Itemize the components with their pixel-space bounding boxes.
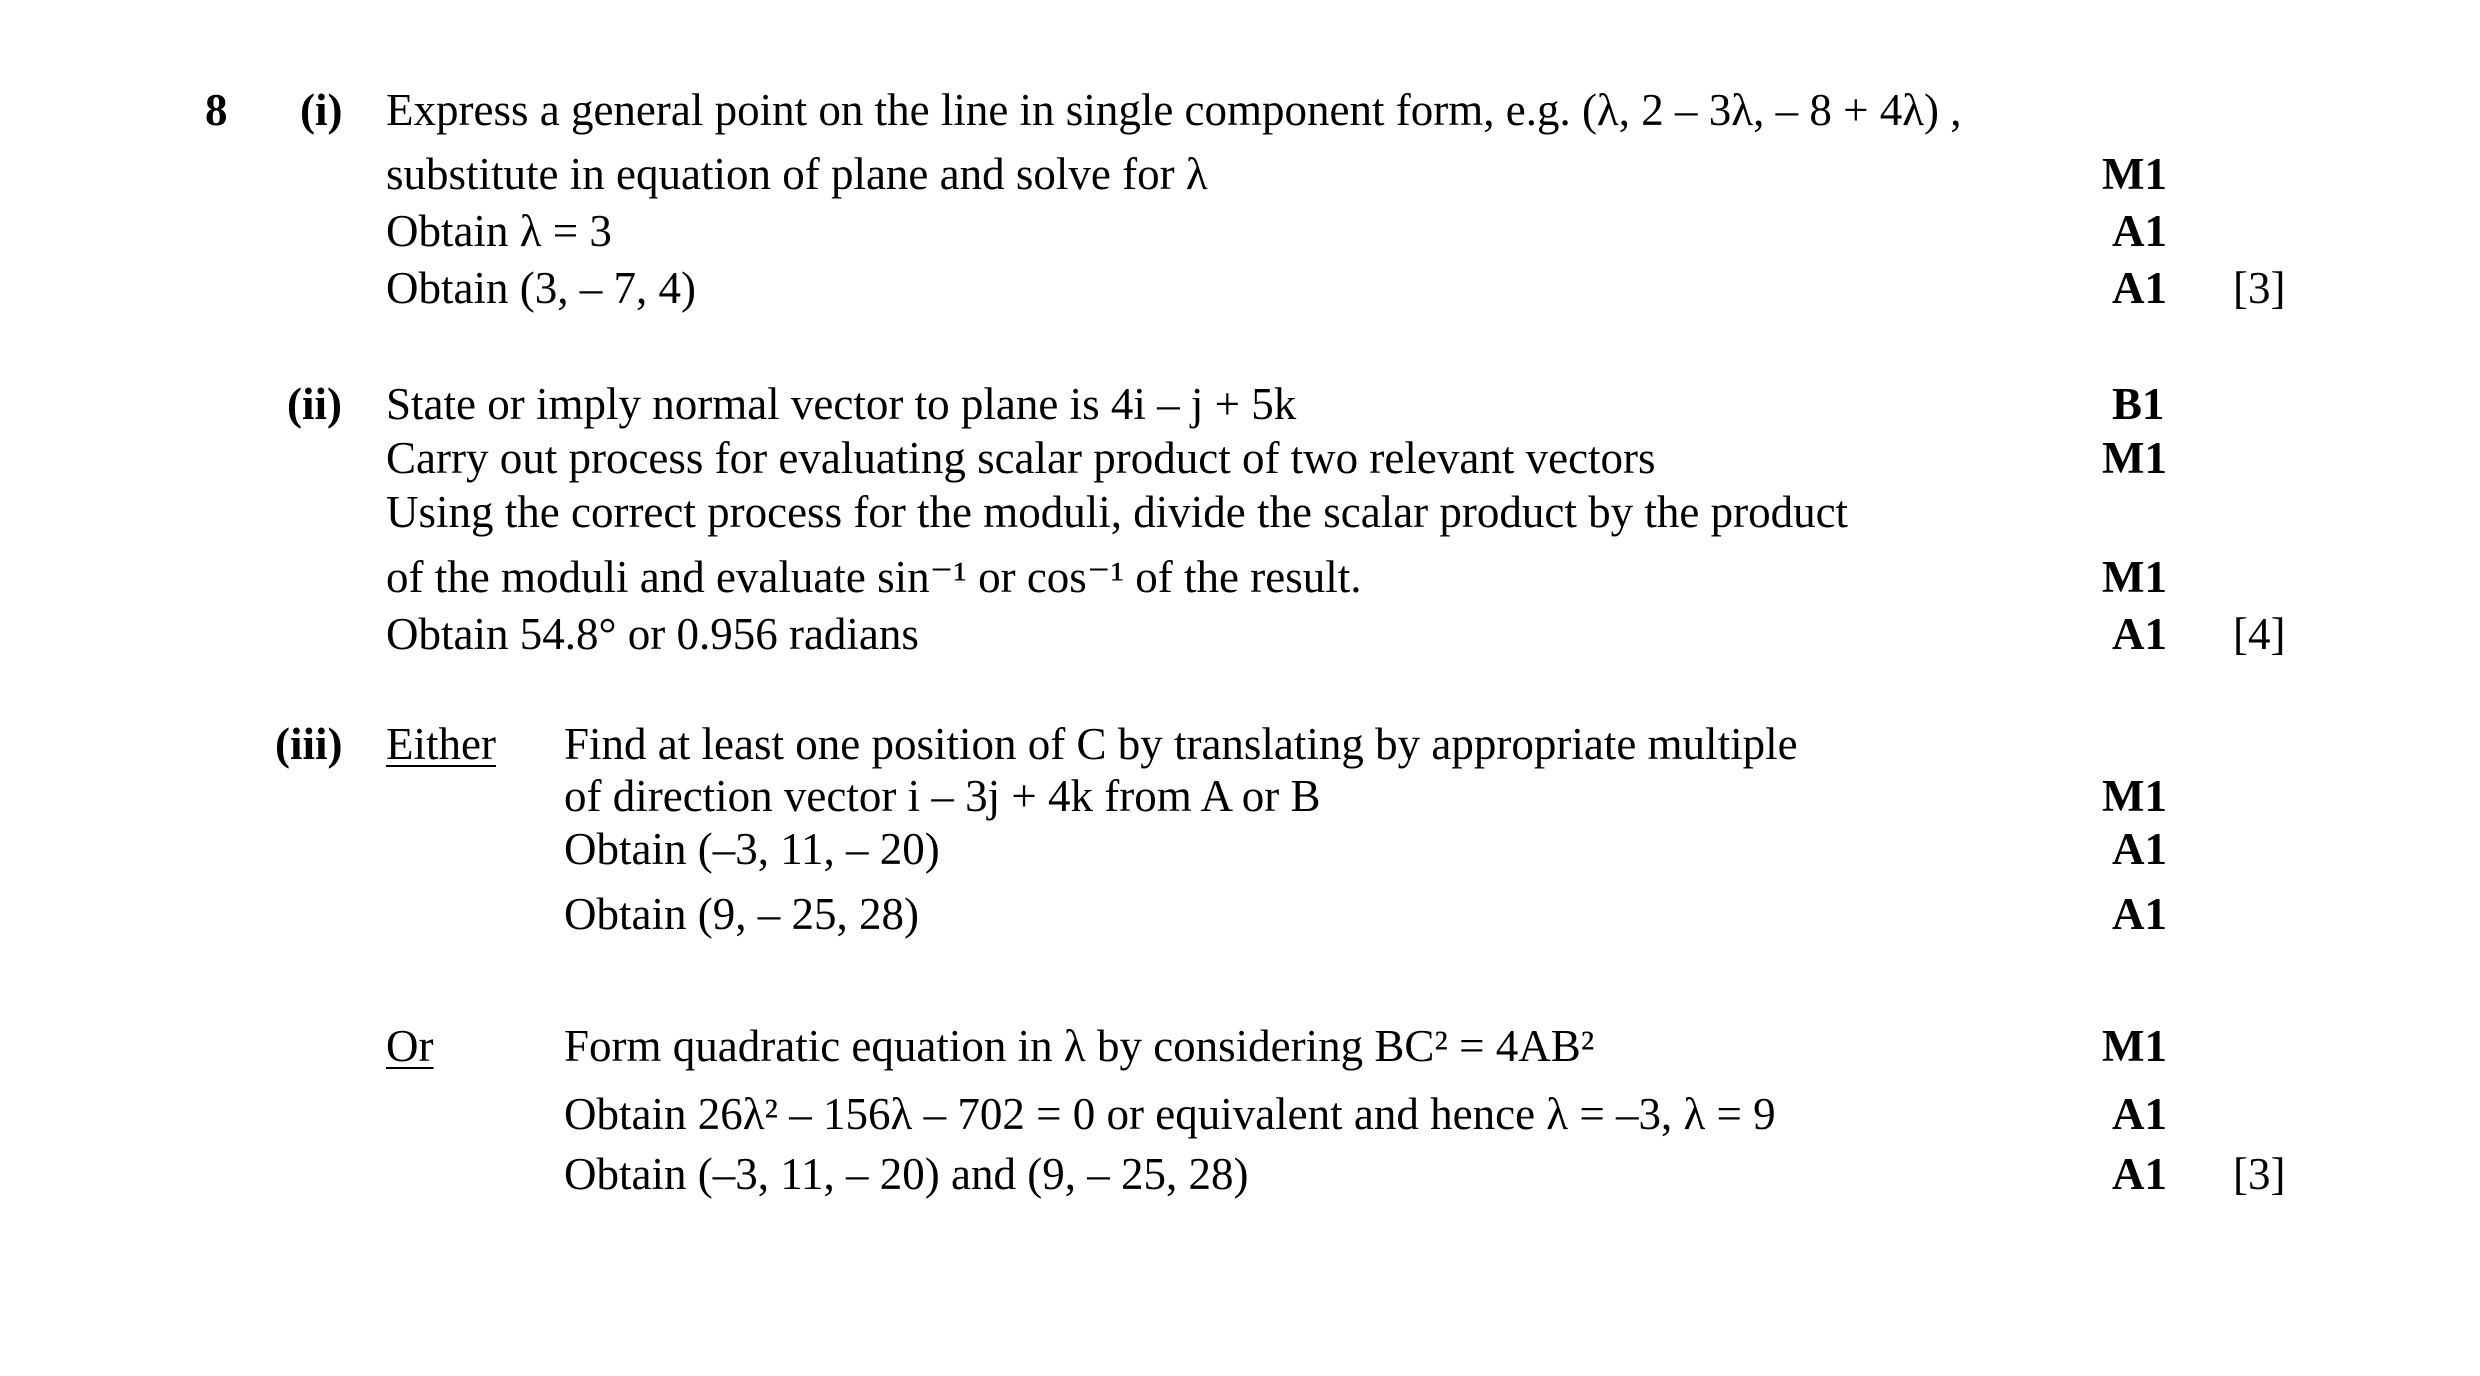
either-label: Either — [386, 719, 496, 769]
either-line-3: Obtain (–3, 11, – 20) — [564, 824, 940, 874]
part-i-line-2: substitute in equation of plane and solve for λ — [386, 149, 1208, 199]
part-i-line-1: Express a general point on the line in single component form, e.g. (λ, 2 – 3λ, – 8 + 4λ) , — [386, 85, 1962, 135]
or-line-3: Obtain (–3, 11, – 20) and (9, – 25, 28) — [564, 1149, 1249, 1199]
part-i-mark-2: A1 — [2112, 206, 2167, 256]
part-ii-line-4: of the moduli and evaluate sin⁻¹ or cos⁻¹ of the result. — [386, 552, 1362, 602]
or-mark-3: A1 — [2112, 1149, 2167, 1199]
either-line-4: Obtain (9, – 25, 28) — [564, 889, 919, 939]
or-line-1: Form quadratic equation in λ by considering BC² = 4AB² — [564, 1021, 1595, 1071]
part-ii-mark-3: M1 — [2102, 552, 2167, 602]
part-i-line-4: Obtain (3, – 7, 4) — [386, 263, 696, 313]
part-i-line-3: Obtain λ = 3 — [386, 206, 612, 256]
part-label-iii: (iii) — [275, 719, 343, 769]
part-ii-mark-2: M1 — [2102, 433, 2167, 483]
either-mark-1: M1 — [2102, 771, 2167, 821]
part-ii-line-2: Carry out process for evaluating scalar product of two relevant vectors — [386, 433, 1656, 483]
or-mark-2: A1 — [2112, 1089, 2167, 1139]
part-ii-mark-4: A1 — [2112, 609, 2167, 659]
or-mark-1: M1 — [2102, 1021, 2167, 1071]
part-label-i: (i) — [300, 85, 343, 135]
part-i-mark-3: A1 — [2112, 263, 2167, 313]
or-label: Or — [386, 1021, 434, 1071]
part-i-mark-1: M1 — [2102, 149, 2167, 199]
question-number: 8 — [205, 85, 228, 135]
part-ii-line-3: Using the correct process for the moduli, divide the scalar product by the product — [386, 487, 1849, 537]
either-line-1: Find at least one position of C by translating by appropriate multiple — [564, 719, 1798, 769]
either-mark-2: A1 — [2112, 824, 2167, 874]
part-ii-mark-1: B1 — [2112, 379, 2165, 429]
part-iii-total: [3] — [2233, 1149, 2286, 1199]
part-i-total: [3] — [2233, 263, 2286, 313]
part-ii-line-1: State or imply normal vector to plane is 4i – j + 5k — [386, 379, 1297, 429]
part-ii-total: [4] — [2233, 609, 2286, 659]
either-line-2: of direction vector i – 3j + 4k from A or B — [564, 771, 1321, 821]
part-ii-line-5: Obtain 54.8° or 0.956 radians — [386, 609, 919, 659]
or-line-2: Obtain 26λ² – 156λ – 702 = 0 or equivalent and hence λ = –3, λ = 9 — [564, 1089, 1776, 1139]
part-label-ii: (ii) — [287, 379, 342, 429]
either-mark-3: A1 — [2112, 889, 2167, 939]
